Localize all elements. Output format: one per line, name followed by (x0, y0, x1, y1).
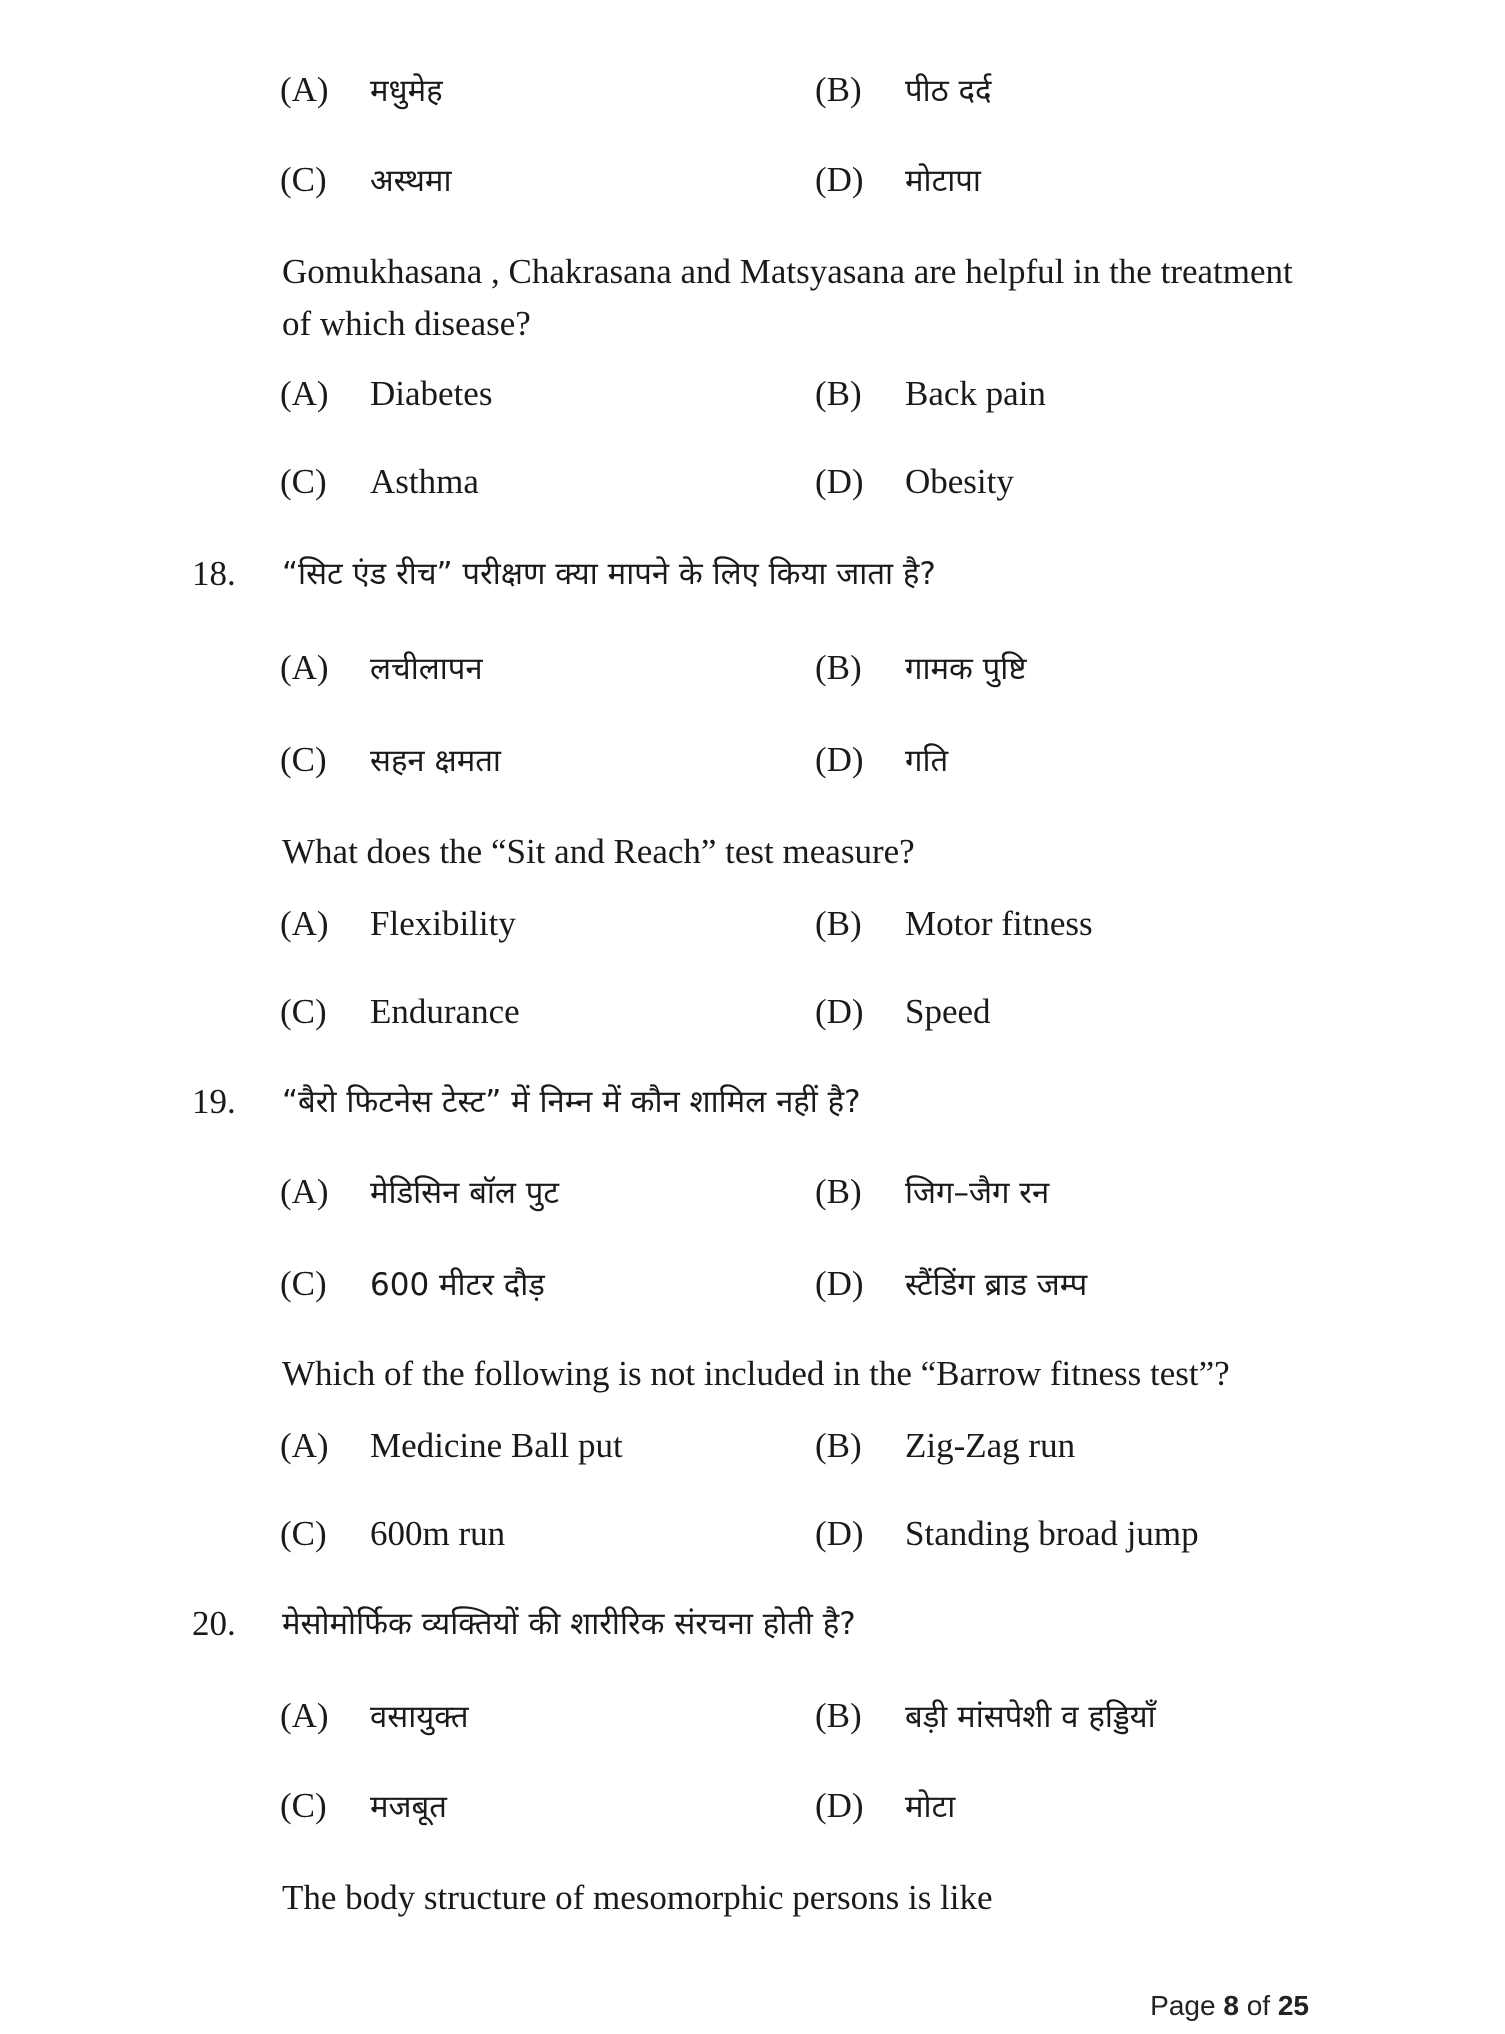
option-letter: (D) (815, 1264, 864, 1303)
q19-hi-option-b (815, 1170, 1049, 1215)
q18-en-option-a (280, 902, 516, 946)
option-letter: (A) (280, 1696, 329, 1735)
option-letter: (C) (280, 1786, 327, 1825)
option-text: Back pain (905, 374, 1046, 413)
option-text: Flexibility (370, 904, 516, 943)
option-letter: (A) (280, 70, 329, 109)
q20-number: 20. (192, 1604, 236, 1643)
option-letter: (A) (280, 648, 329, 687)
option-letter: (C) (280, 1514, 327, 1553)
option-text: Diabetes (370, 374, 493, 413)
q17-hi-option-d (815, 158, 981, 203)
page-number (1150, 1990, 1309, 2022)
option-letter: (C) (280, 462, 327, 501)
q20-hi-option-c (280, 1784, 447, 1829)
option-text: गामक पुष्टि (905, 651, 1027, 687)
q18-en-question: What does the “Sit and Reach” test measure? (282, 832, 915, 871)
option-text: बड़ी मांसपेशी व हड्डियाँ (905, 1699, 1156, 1735)
option-text: अस्थमा (370, 163, 452, 199)
q18-hi-option-c (280, 738, 501, 783)
q19-hi-option-c (280, 1262, 545, 1307)
option-text: Medicine Ball put (370, 1426, 623, 1465)
q20-hi-option-a (280, 1694, 469, 1739)
q18-en-option-d (815, 990, 991, 1034)
q17-en-question: Gomukhasana , Chakrasana and Matsyasana are helpful in the treatment of which disease? (282, 252, 1293, 343)
option-letter: (A) (280, 1426, 329, 1465)
option-letter: (C) (280, 160, 327, 199)
total-pages: 25 (1277, 1990, 1309, 2021)
option-text: स्टैंडिंग ब्राड जम्प (905, 1267, 1088, 1303)
option-text: पीठ दर्द (905, 73, 992, 109)
option-text: Endurance (370, 992, 520, 1031)
option-text: मजबूत (370, 1789, 447, 1825)
q20-hi-option-b (815, 1694, 1156, 1739)
option-letter: (D) (815, 1786, 864, 1825)
q20-en-question: The body structure of mesomorphic persons is like (282, 1878, 993, 1917)
q19-en-option-b (815, 1424, 1075, 1468)
option-text: Motor fitness (905, 904, 1093, 943)
q17-en-option-a (280, 372, 492, 416)
option-letter: (B) (815, 1172, 862, 1211)
option-text: मधुमेह (370, 73, 443, 109)
option-text: मोटा (905, 1789, 956, 1825)
q18-en-option-b (815, 902, 1093, 946)
option-letter: (A) (280, 904, 329, 943)
option-text: Obesity (905, 462, 1014, 501)
option-letter: (A) (280, 374, 329, 413)
q18-hi-option-b (815, 646, 1026, 691)
of-word: of (1246, 1990, 1271, 2021)
option-letter: (A) (280, 1172, 329, 1211)
option-text: 600 मीटर दौड़ (370, 1267, 545, 1303)
option-letter: (B) (815, 904, 862, 943)
q17-en-option-c (280, 460, 479, 504)
page-word: Page (1150, 1990, 1216, 2021)
q18-hi-option-a (280, 646, 483, 691)
option-text: गति (905, 743, 949, 779)
option-letter: (C) (280, 992, 327, 1031)
q20-hi-option-d (815, 1784, 955, 1829)
q17-hi-option-b (815, 68, 991, 113)
q19-hi-option-a (280, 1170, 559, 1215)
q19-number: 19. (192, 1082, 236, 1121)
option-text: मोटापा (905, 163, 981, 199)
option-text: Asthma (370, 462, 479, 501)
option-text: वसायुक्त (370, 1699, 469, 1735)
option-letter: (C) (280, 1264, 327, 1303)
option-letter: (B) (815, 70, 862, 109)
current-page: 8 (1223, 1990, 1239, 2021)
option-letter: (B) (815, 374, 862, 413)
q17-hi-option-c (280, 158, 452, 203)
option-letter: (C) (280, 740, 327, 779)
option-letter: (D) (815, 160, 864, 199)
option-letter: (D) (815, 740, 864, 779)
q18-hi-question: “सिट एंड रीच” परीक्षण क्या मापने के लिए किया जाता है? (282, 556, 936, 592)
option-text: मेडिसिन बॉल पुट (370, 1175, 560, 1211)
option-letter: (D) (815, 992, 864, 1031)
q17-en-option-b (815, 372, 1046, 416)
q18-en-option-c (280, 990, 520, 1034)
q18-hi-option-d (815, 738, 948, 783)
option-text: लचीलापन (370, 651, 483, 687)
q17-hi-option-a (280, 68, 443, 113)
q20-hi-question: मेसोमोर्फिक व्यक्तियों की शारीरिक संरचना होती है? (282, 1606, 856, 1642)
option-text: जिग–जैग रन (905, 1175, 1050, 1211)
option-text: 600m run (370, 1514, 506, 1553)
q19-hi-question: “बैरो फिटनेस टेस्ट” में निम्न में कौन शामिल नहीं है? (282, 1084, 861, 1120)
option-letter: (B) (815, 648, 862, 687)
option-letter: (D) (815, 1514, 864, 1553)
q19-en-option-d (815, 1512, 1199, 1556)
q19-hi-option-d (815, 1262, 1087, 1307)
option-letter: (B) (815, 1696, 862, 1735)
option-text: Standing broad jump (905, 1514, 1199, 1553)
option-letter: (B) (815, 1426, 862, 1465)
q17-en-option-d (815, 460, 1014, 504)
q18-number: 18. (192, 554, 236, 593)
option-text: Speed (905, 992, 991, 1031)
option-text: सहन क्षमता (370, 743, 501, 779)
option-text: Zig-Zag run (905, 1426, 1076, 1465)
q19-en-option-c (280, 1512, 505, 1556)
option-letter: (D) (815, 462, 864, 501)
q19-en-option-a (280, 1424, 623, 1468)
q19-en-question: Which of the following is not included in the “Barrow fitness test”? (282, 1354, 1230, 1393)
